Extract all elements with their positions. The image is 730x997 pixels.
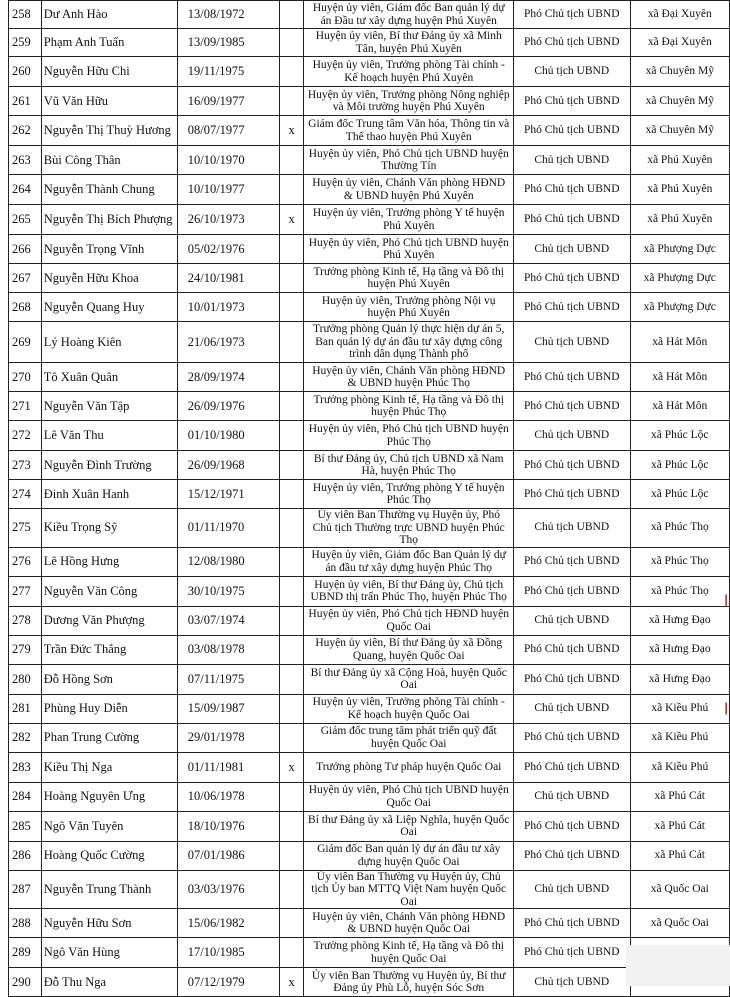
cell-loc: xã Phú Cát xyxy=(630,811,729,841)
cell-dob: 10/10/1977 xyxy=(177,175,279,205)
cell-pos: Huyện ủy viên, Trưởng phòng Y tế huyện Phú Xuyên xyxy=(304,205,514,235)
cell-pos: Huyện ủy viên, Chánh Văn phòng HĐND & UBND huyện Phú Xuyên xyxy=(304,175,514,205)
cell-pos: Huyện ủy viên, Phó Chủ tịch UBND huyện Phúc Thọ xyxy=(304,421,514,451)
cell-name: Nguyễn Trung Thành xyxy=(41,870,177,909)
cell-role: Phó Chủ tịch UBND xyxy=(513,752,630,782)
cell-dob: 30/10/1975 xyxy=(177,576,279,606)
cell-stt: 267 xyxy=(9,264,42,293)
cell-loc: xã Phú Xuyên xyxy=(630,146,729,175)
margin-mark: | xyxy=(724,592,728,607)
cell-name: Đỗ Hồng Sơn xyxy=(41,664,177,694)
cell-dob: 01/11/1970 xyxy=(177,509,279,548)
cell-role: Phó Chủ tịch UBND xyxy=(513,293,630,322)
cell-stt: 269 xyxy=(9,322,42,363)
table-row xyxy=(9,392,730,421)
cell-dob: 17/10/1985 xyxy=(177,938,279,968)
cell-dob: 13/09/1985 xyxy=(177,29,279,57)
cell-dob: 28/09/1974 xyxy=(177,363,279,392)
cell-name: Phan Trung Cường xyxy=(41,723,177,752)
table-row xyxy=(9,547,730,576)
table-row xyxy=(9,175,730,205)
table-row xyxy=(9,509,730,548)
cell-loc: xã Hát Môn xyxy=(630,322,729,363)
table-row xyxy=(9,811,730,841)
cell-nu xyxy=(279,57,304,87)
cell-pos: Trưởng phòng Tư pháp huyện Quốc Oai xyxy=(304,752,514,782)
cell-loc: xã Hưng Đạo xyxy=(630,664,729,694)
cell-pos: Trưởng phòng Kinh tế, Hạ tầng và Đô thị huyện Phú Xuyên xyxy=(304,264,514,293)
cell-nu xyxy=(279,451,304,480)
cell-pos: Bí thư Đảng ủy xã Cộng Hoà, huyện Quốc Oai xyxy=(304,664,514,694)
cell-role: Phó Chủ tịch UBND xyxy=(513,909,630,938)
cell-dob: 03/08/1978 xyxy=(177,635,279,664)
cell-role: Phó Chủ tịch UBND xyxy=(513,811,630,841)
cell-nu xyxy=(279,664,304,694)
cell-loc: xã Phú Cát xyxy=(630,782,729,811)
cell-loc: xã Kiều Phú xyxy=(630,723,729,752)
table-row xyxy=(9,480,730,509)
cell-name: Bùi Công Thân xyxy=(41,146,177,175)
cell-stt: 280 xyxy=(9,664,42,694)
cell-name: Nguyễn Văn Công xyxy=(41,576,177,606)
cell-stt: 284 xyxy=(9,782,42,811)
cell-role: Chủ tịch UBND xyxy=(513,968,630,997)
cell-dob: 01/10/1980 xyxy=(177,421,279,451)
table-body xyxy=(9,1,730,997)
cell-stt: 276 xyxy=(9,547,42,576)
cell-name: Dương Văn Phượng xyxy=(41,606,177,635)
cell-stt: 279 xyxy=(9,635,42,664)
cell-stt: 270 xyxy=(9,363,42,392)
cell-nu xyxy=(279,363,304,392)
cell-role: Phó Chủ tịch UBND xyxy=(513,175,630,205)
table-row xyxy=(9,116,730,146)
cell-dob: 15/06/1982 xyxy=(177,909,279,938)
cell-nu xyxy=(279,175,304,205)
margin-mark: | xyxy=(724,700,728,715)
cell-loc: xã Kiều Phú xyxy=(630,694,729,723)
cell-nu xyxy=(279,635,304,664)
cell-role: Phó Chủ tịch UBND xyxy=(513,451,630,480)
cell-nu xyxy=(279,87,304,116)
table-row xyxy=(9,264,730,293)
table-row xyxy=(9,235,730,264)
cell-pos: Giám đốc Trung tâm Văn hóa, Thông tin và Thể thao huyện Phú Xuyên xyxy=(304,116,514,146)
cell-role: Phó Chủ tịch UBND xyxy=(513,841,630,870)
cell-pos: Huyện ủy viên, Phó Chủ tịch UBND huyện Phú Xuyên xyxy=(304,235,514,264)
cell-stt: 259 xyxy=(9,29,42,57)
cell-stt: 278 xyxy=(9,606,42,635)
cell-dob: 18/10/1976 xyxy=(177,811,279,841)
cell-role: Phó Chủ tịch UBND xyxy=(513,392,630,421)
cell-dob: 07/11/1975 xyxy=(177,664,279,694)
cell-role: Chủ tịch UBND xyxy=(513,421,630,451)
cell-name: Nguyễn Hữu Sơn xyxy=(41,909,177,938)
cell-loc: xã Chuyên Mỹ xyxy=(630,87,729,116)
table-row xyxy=(9,363,730,392)
cell-role: Chủ tịch UBND xyxy=(513,606,630,635)
cell-dob: 10/06/1978 xyxy=(177,782,279,811)
cell-role: Phó Chủ tịch UBND xyxy=(513,480,630,509)
cell-role: Phó Chủ tịch UBND xyxy=(513,264,630,293)
cell-pos: Huyện ủy viên, Chánh Văn phòng HĐND & UBND huyện Quốc Oai xyxy=(304,909,514,938)
cell-nu xyxy=(279,421,304,451)
cell-name: Lê Hồng Hưng xyxy=(41,547,177,576)
cell-dob: 07/12/1979 xyxy=(177,968,279,997)
cell-pos: Ủy viên Ban Thường vụ Huyện ủy, Chủ tịch Ủy ban MTTQ Việt Nam huyện Quốc Oai xyxy=(304,870,514,909)
table-row xyxy=(9,146,730,175)
cell-loc: xã Phượng Dực xyxy=(630,235,729,264)
cell-loc: xã Chuyên Mỹ xyxy=(630,116,729,146)
cell-role: Phó Chủ tịch UBND xyxy=(513,29,630,57)
cell-role: Phó Chủ tịch UBND xyxy=(513,116,630,146)
cell-name: Nguyễn Văn Tập xyxy=(41,392,177,421)
cell-nu xyxy=(279,235,304,264)
cell-pos: Huyện ủy viên, Trưởng phòng Tài chính - Kế hoạch huyện Phú Xuyên xyxy=(304,57,514,87)
cell-name: Nguyễn Hữu Khoa xyxy=(41,264,177,293)
cell-name: Nguyễn Quang Huy xyxy=(41,293,177,322)
cell-role: Chủ tịch UBND xyxy=(513,509,630,548)
cell-name: Tô Xuân Quân xyxy=(41,363,177,392)
cell-name: Nguyễn Thành Chung xyxy=(41,175,177,205)
cell-stt: 261 xyxy=(9,87,42,116)
cell-dob: 07/01/1986 xyxy=(177,841,279,870)
cell-name: Dư Anh Hào xyxy=(41,1,177,29)
cell-pos: Giám đốc Ban quản lý dự án đầu tư xây dựng huyện Quốc Oai xyxy=(304,841,514,870)
cell-dob: 26/09/1976 xyxy=(177,392,279,421)
cell-stt: 263 xyxy=(9,146,42,175)
cell-dob: 03/03/1976 xyxy=(177,870,279,909)
table-row xyxy=(9,322,730,363)
cell-nu xyxy=(279,509,304,548)
cell-dob: 26/10/1973 xyxy=(177,205,279,235)
cell-nu xyxy=(279,909,304,938)
cell-dob: 26/09/1968 xyxy=(177,451,279,480)
cell-nu xyxy=(279,841,304,870)
cell-role: Phó Chủ tịch UBND xyxy=(513,576,630,606)
cell-stt: 288 xyxy=(9,909,42,938)
cell-name: Nguyễn Thị Bích Phượng xyxy=(41,205,177,235)
cell-nu: x xyxy=(279,205,304,235)
cell-stt: 283 xyxy=(9,752,42,782)
cell-role: Chủ tịch UBND xyxy=(513,235,630,264)
cell-role: Chủ tịch UBND xyxy=(513,146,630,175)
cell-loc: xã Phúc Thọ xyxy=(630,547,729,576)
table-row xyxy=(9,635,730,664)
cell-loc: xã Quốc Oai xyxy=(630,909,729,938)
cell-stt: 282 xyxy=(9,723,42,752)
cell-name: Đinh Xuân Hanh xyxy=(41,480,177,509)
cell-pos: Huyện ủy viên, Trưởng phòng Nông nghiệp và Môi trường huyện Phú Xuyên xyxy=(304,87,514,116)
cell-loc: xã Phượng Dực xyxy=(630,264,729,293)
cell-pos: Huyện ủy viên, Phó Chủ tịch UBND huyện Thường Tín xyxy=(304,146,514,175)
cell-nu xyxy=(279,606,304,635)
cell-role: Phó Chủ tịch UBND xyxy=(513,635,630,664)
cell-dob: 16/09/1977 xyxy=(177,87,279,116)
cell-dob: 03/07/1974 xyxy=(177,606,279,635)
table-row xyxy=(9,451,730,480)
cell-nu xyxy=(279,547,304,576)
cell-dob: 08/07/1977 xyxy=(177,116,279,146)
cell-loc: xã Đại Xuyên xyxy=(630,29,729,57)
cell-loc: xã Kiều Phú xyxy=(630,752,729,782)
cell-stt: 271 xyxy=(9,392,42,421)
cell-stt: 266 xyxy=(9,235,42,264)
table-row xyxy=(9,664,730,694)
cell-pos: Huyện ủy viên, Trưởng phòng Tài chính - Kế hoạch huyện Quốc Oai xyxy=(304,694,514,723)
cell-nu xyxy=(279,146,304,175)
cell-loc: xã Hát Môn xyxy=(630,392,729,421)
cell-pos: Bí thư Đảng ủy, Chủ tịch UBND xã Nam Hà, huyện Phúc Thọ xyxy=(304,451,514,480)
table-row xyxy=(9,87,730,116)
cell-role: Phó Chủ tịch UBND xyxy=(513,723,630,752)
cell-nu: x xyxy=(279,968,304,997)
cell-dob: 21/06/1973 xyxy=(177,322,279,363)
cell-pos: Trưởng phòng Kinh tế, Hạ tầng và Đô thị huyện Phúc Thọ xyxy=(304,392,514,421)
cell-stt: 286 xyxy=(9,841,42,870)
cell-dob: 05/02/1976 xyxy=(177,235,279,264)
table-row xyxy=(9,606,730,635)
cell-stt: 274 xyxy=(9,480,42,509)
cell-role: Chủ tịch UBND xyxy=(513,322,630,363)
table-row xyxy=(9,293,730,322)
cell-loc: xã Phú Xuyên xyxy=(630,205,729,235)
cell-nu xyxy=(279,723,304,752)
cell-pos: Bí thư Đảng ủy xã Liệp Nghĩa, huyện Quốc Oai xyxy=(304,811,514,841)
cell-name: Ngô Văn Tuyên xyxy=(41,811,177,841)
cell-nu: x xyxy=(279,116,304,146)
cell-dob: 15/12/1971 xyxy=(177,480,279,509)
cell-pos: Huyện ủy viên, Bí thư Đảng ủy, Chủ tịch UBND thị trấn Phúc Thọ, huyện Phúc Thọ xyxy=(304,576,514,606)
table-row xyxy=(9,1,730,29)
cell-loc: xã Đại Xuyên xyxy=(630,1,729,29)
cell-nu xyxy=(279,29,304,57)
cell-name: Hoàng Quốc Cường xyxy=(41,841,177,870)
table-row xyxy=(9,938,730,968)
cell-loc: xã Quốc Oai xyxy=(630,870,729,909)
cell-stt: 289 xyxy=(9,938,42,968)
cell-name: Nguyễn Thị Thuỳ Hương xyxy=(41,116,177,146)
cell-name: Nguyễn Trọng Vĩnh xyxy=(41,235,177,264)
cell-loc: xã Chuyên Mỹ xyxy=(630,57,729,87)
cell-nu xyxy=(279,938,304,968)
cell-name: Lê Văn Thu xyxy=(41,421,177,451)
cell-role: Phó Chủ tịch UBND xyxy=(513,547,630,576)
cell-pos: Huyện ủy viên, Chánh Văn phòng HĐND & UBND huyện Phúc Thọ xyxy=(304,363,514,392)
cell-role: Chủ tịch UBND xyxy=(513,57,630,87)
cell-stt: 287 xyxy=(9,870,42,909)
scan-smudge xyxy=(626,945,730,986)
cell-pos: Huyện ủy viên, Phó Chủ tịch HĐND huyện Quốc Oai xyxy=(304,606,514,635)
cell-loc: xã Hưng Đạo xyxy=(630,606,729,635)
cell-dob: 29/01/1978 xyxy=(177,723,279,752)
cell-nu xyxy=(279,782,304,811)
cell-pos: Ủy viên Ban Thường vụ Huyện ủy, Bí thư Đảng ủy Phù Lỗ, huyện Sóc Sơn xyxy=(304,968,514,997)
cell-pos: Huyện ủy viên, Bí thư Đảng ủy xã Đồng Quang, huyện Quốc Oai xyxy=(304,635,514,664)
table-row xyxy=(9,909,730,938)
table-row xyxy=(9,782,730,811)
cell-name: Lý Hoàng Kiên xyxy=(41,322,177,363)
table-row xyxy=(9,752,730,782)
table-row xyxy=(9,421,730,451)
table-row xyxy=(9,723,730,752)
cell-dob: 12/08/1980 xyxy=(177,547,279,576)
cell-name: Kiều Thị Nga xyxy=(41,752,177,782)
cell-nu xyxy=(279,392,304,421)
cell-name: Nguyễn Đình Trường xyxy=(41,451,177,480)
cell-loc: xã Phúc Lộc xyxy=(630,421,729,451)
cell-role: Chủ tịch UBND xyxy=(513,782,630,811)
cell-nu xyxy=(279,293,304,322)
cell-loc: xã Phú Xuyên xyxy=(630,175,729,205)
cell-name: Trần Đức Thắng xyxy=(41,635,177,664)
cell-stt: 285 xyxy=(9,811,42,841)
cell-role: Phó Chủ tịch UBND xyxy=(513,1,630,29)
cell-role: Phó Chủ tịch UBND xyxy=(513,363,630,392)
cell-name: Kiều Trọng Sỹ xyxy=(41,509,177,548)
cell-name: Nguyễn Hữu Chi xyxy=(41,57,177,87)
cell-loc: xã Hưng Đạo xyxy=(630,635,729,664)
cell-name: Hoàng Nguyên Ưng xyxy=(41,782,177,811)
cell-stt: 264 xyxy=(9,175,42,205)
cell-loc: xã Hát Môn xyxy=(630,363,729,392)
cell-pos: Giám đốc trung tâm phát triển quỹ đất huyện Quốc Oai xyxy=(304,723,514,752)
cell-stt: 275 xyxy=(9,509,42,548)
table-row xyxy=(9,29,730,57)
cell-loc: xã Phú Cát xyxy=(630,841,729,870)
cell-nu: x xyxy=(279,752,304,782)
cell-dob: 10/10/1970 xyxy=(177,146,279,175)
table-row xyxy=(9,57,730,87)
cell-role: Phó Chủ tịch UBND xyxy=(513,205,630,235)
cell-stt: 273 xyxy=(9,451,42,480)
cell-stt: 260 xyxy=(9,57,42,87)
cell-name: Phùng Huy Diễn xyxy=(41,694,177,723)
table-row xyxy=(9,694,730,723)
cell-stt: 277 xyxy=(9,576,42,606)
cell-name: Vũ Văn Hữu xyxy=(41,87,177,116)
cell-loc: xã Phúc Thọ xyxy=(630,576,729,606)
cell-stt: 258 xyxy=(9,1,42,29)
cell-role: Chủ tịch UBND xyxy=(513,694,630,723)
cell-loc: xã Phúc Lộc xyxy=(630,451,729,480)
cell-role: Phó Chủ tịch UBND xyxy=(513,87,630,116)
cell-stt: 268 xyxy=(9,293,42,322)
cell-pos: Huyện ủy viên, Giám đốc Ban quản lý dự án Đầu tư xây dựng huyện Phú Xuyên xyxy=(304,1,514,29)
cell-role: Chủ tịch UBND xyxy=(513,870,630,909)
cell-stt: 265 xyxy=(9,205,42,235)
cell-stt: 262 xyxy=(9,116,42,146)
personnel-table xyxy=(8,0,730,997)
cell-stt: 281 xyxy=(9,694,42,723)
cell-nu xyxy=(279,576,304,606)
cell-pos: Ủy viên Ban Thường vụ Huyện ủy, Phó Chủ tịch Thường trực UBND huyện Phúc Thọ xyxy=(304,509,514,548)
cell-stt: 272 xyxy=(9,421,42,451)
cell-nu xyxy=(279,694,304,723)
table-row xyxy=(9,841,730,870)
cell-name: Phạm Anh Tuấn xyxy=(41,29,177,57)
cell-dob: 01/11/1981 xyxy=(177,752,279,782)
cell-pos: Huyện ủy viên, Phó Chủ tịch UBND huyện Quốc Oai xyxy=(304,782,514,811)
cell-stt: 290 xyxy=(9,968,42,997)
cell-dob: 10/01/1973 xyxy=(177,293,279,322)
cell-pos: Huyện ủy viên, Giám đốc Ban Quản lý dự án đầu tư xây dựng huyện Phúc Thọ xyxy=(304,547,514,576)
cell-nu xyxy=(279,264,304,293)
cell-role: Phó Chủ tịch UBND xyxy=(513,664,630,694)
cell-nu xyxy=(279,480,304,509)
table-row xyxy=(9,968,730,997)
cell-nu xyxy=(279,1,304,29)
cell-loc: xã Phượng Dực xyxy=(630,293,729,322)
cell-pos: Trưởng phòng Kinh tế, Hạ tầng và Đô thị huyện Quốc Oai xyxy=(304,938,514,968)
table-row xyxy=(9,576,730,606)
table-row xyxy=(9,870,730,909)
cell-pos: Huyện ủy viên, Bí thư Đảng ủy xã Minh Tân, huyện Phú Xuyên xyxy=(304,29,514,57)
cell-nu xyxy=(279,870,304,909)
cell-pos: Huyện ủy viên, Trưởng phòng Y tế huyện Phúc Thọ xyxy=(304,480,514,509)
cell-nu xyxy=(279,811,304,841)
cell-pos: Trưởng phòng Quản lý thực hiện dự án 5, Ban quản lý dự án đầu tư xây dựng công trình dân dụng Thành phố xyxy=(304,322,514,363)
table-row xyxy=(9,205,730,235)
cell-pos: Huyện ủy viên, Trưởng phòng Nội vụ huyện Phú Xuyên xyxy=(304,293,514,322)
cell-name: Ngô Văn Hùng xyxy=(41,938,177,968)
cell-name: Đỗ Thu Nga xyxy=(41,968,177,997)
cell-loc: xã Phúc Lộc xyxy=(630,480,729,509)
cell-nu xyxy=(279,322,304,363)
cell-loc: xã Phúc Thọ xyxy=(630,509,729,548)
cell-dob: 19/11/1975 xyxy=(177,57,279,87)
cell-dob: 24/10/1981 xyxy=(177,264,279,293)
cell-dob: 13/08/1972 xyxy=(177,1,279,29)
cell-role: Phó Chủ tịch UBND xyxy=(513,938,630,968)
cell-dob: 15/09/1987 xyxy=(177,694,279,723)
